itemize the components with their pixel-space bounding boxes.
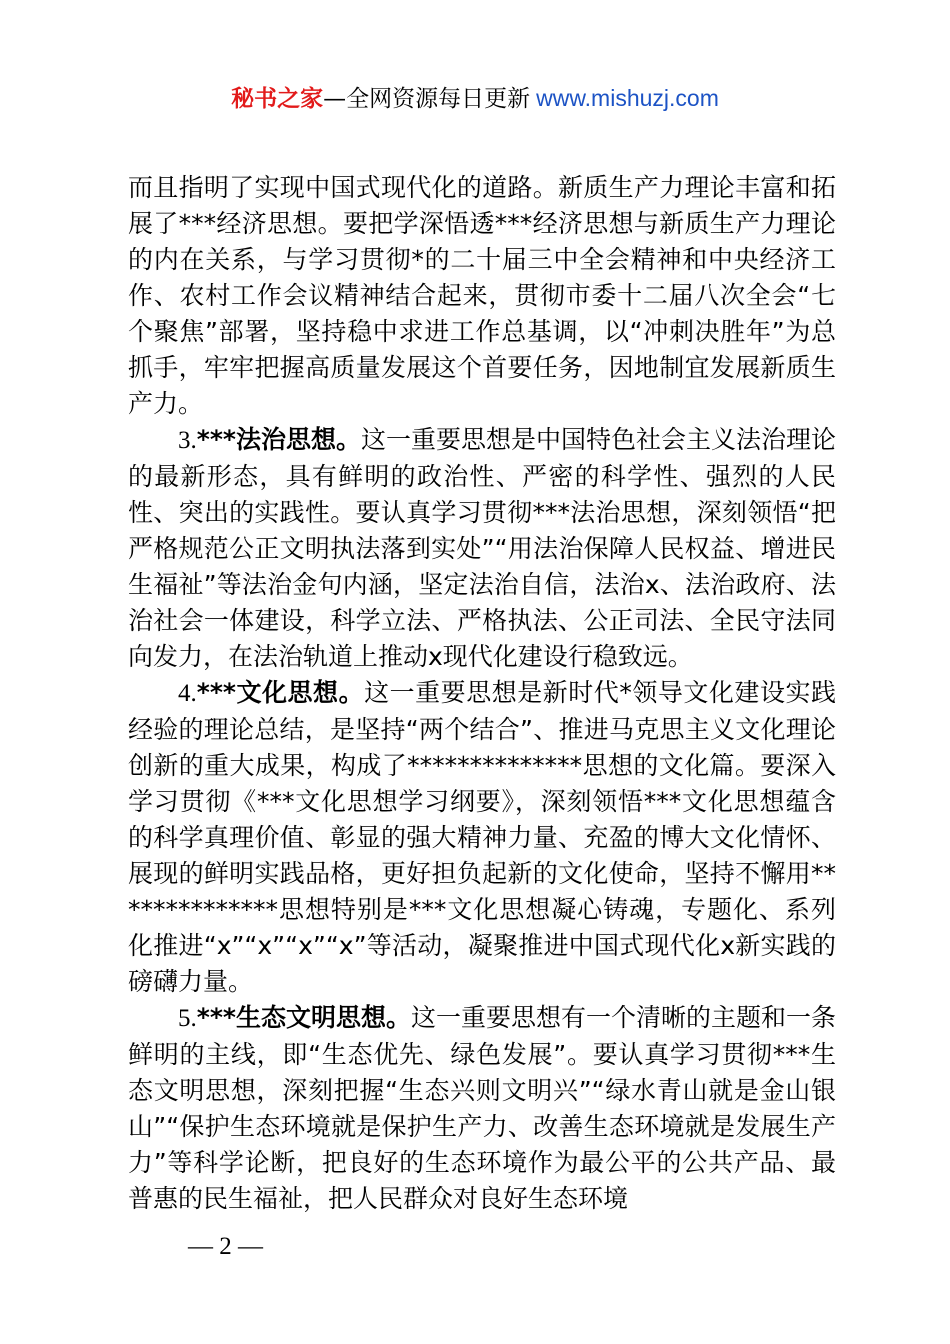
paragraph-rule-of-law (128, 422, 836, 675)
paragraph-continuation: 而且指明了实现中国式现代化的道路。新质生产力理论丰富和拓展了***经济思想。要把学深悟透***经济思想与新质生产力理论的内在关系，与学习贯彻*的二十届三中全会精神和中央经济工作、农村工作会议精神结合起来，贯彻市委十二届八次全会“七个聚焦”部署，坚持稳中求进工作总基调，以“冲刺决胜年”为总抓手，牢牢把握高质量发展这个首要任务，因地制宜发展新质生产力。 (128, 173, 836, 418)
section-text: 这一重要思想是新时代*领导文化建设实践经验的理论总结，是坚持“两个结合”、推进马克思主义文化理论创新的重大成果，构成了**************思想的文化篇。要深入学习贯彻《***文化思想学习纲要》，深刻领悟***文化思想蕴含的科学真理价值、彰显的强大精神力量、充盈的博大文化情怀、展现的鲜明实践品格，更好担负起新的文化使命，坚持不懈用**************思想特别是***文化思想凝心铸魂，专题化、系列化推进“x”“x”“x”“x”等活动，凝聚推进中国式现代化x新实践的磅礴力量。 (128, 678, 836, 996)
page-number: — 2 — (188, 1233, 263, 1260)
section-title: ***生态文明思想。 (196, 1003, 411, 1032)
page-header (0, 80, 950, 116)
section-title: ***法治思想。 (196, 425, 361, 454)
section-text: 这一重要思想是中国特色社会主义法治理论的最新形态，具有鲜明的政治性、严密的科学性、强烈的人民性、突出的实践性。要认真学习贯彻***法治思想，深刻领悟“把严格规范公正文明执法落到实处”“用法治保障人民权益、增进民生福祉”等法治金句内涵，坚定法治自信，法治x、法治政府、法治社会一体建设，科学立法、严格执法、公正司法、全民守法同向发力，在法治轨道上推动x现代化建设行稳致远。 (128, 425, 836, 671)
section-title: ***文化思想。 (196, 678, 365, 707)
section-number: 4. (178, 680, 197, 707)
section-text: 这一重要思想有一个清晰的主题和一条鲜明的主线，即“生态优先、绿色发展”。要认真学习贯彻***生态文明思想，深刻把握“生态兴则文明兴”“绿水青山就是金山银山”“保护生态环境就是保护生产力、改善生态环境就是发展生产力”等科学论断，把良好的生态环境作为最公平的公共产品、最普惠的民生福祉，把人民群众对良好生态环境 (128, 1003, 836, 1213)
brand-name: 秘书之家 (231, 86, 324, 112)
website-link[interactable]: www.mishuzj.com (536, 85, 719, 111)
header-tagline: —全网资源每日更新 (323, 86, 531, 112)
section-number: 3. (178, 427, 197, 454)
document-body (128, 170, 836, 1217)
paragraph-ecology (128, 1000, 836, 1217)
section-number: 5. (178, 1005, 197, 1032)
paragraph-culture (128, 675, 836, 1000)
